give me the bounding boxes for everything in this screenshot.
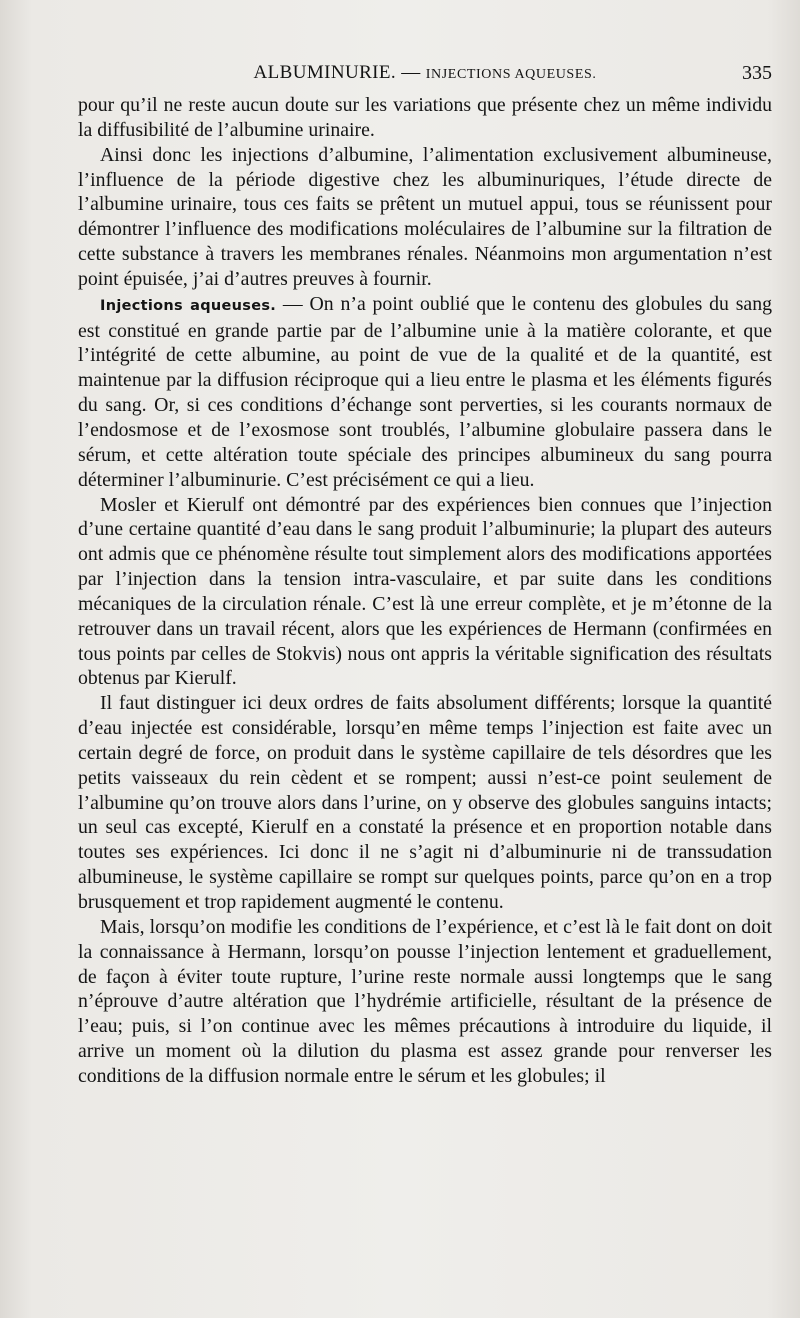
running-title-dash: — (401, 62, 421, 83)
running-title (78, 60, 772, 88)
section-heading: Injections aqueuses. (100, 297, 277, 314)
running-title-section: INJECTIONS AQUEUSES. (425, 67, 597, 82)
paragraph-5: Il faut distinguer ici deux ordres de faits absolument différents; lorsque la quantité d’eau injectée est considérable, lorsqu’en même temps l’injection est faite avec un certain degré de force, on produit dans le système capillaire de tels désordres que les petits vaisseaux du rein cèdent et se rompent; aussi n’est-ce point seulement de l’albumine qu’on trouve alors dans l’urine, on y observe des globules sanguins intacts; un seul cas excepté, Kierulf en a constaté la présence et en proportion notable dans toutes ses expériences. Ici donc il ne s’agit ni d’albuminurie ni de transsudation albumineuse, le système capillaire se rompt sur quelques points, parce qu’on en a trop brusquement et trop rapidement augmenté le contenu. (78, 692, 772, 913)
page-number: 335 (742, 62, 772, 84)
paragraph-3 (78, 292, 772, 493)
page-header (78, 60, 772, 86)
running-title-main: ALBUMINURIE. (253, 62, 397, 83)
paragraph-4: Mosler et Kierulf ont démontré par des expériences bien connues que l’injection d’une certaine quantité d’eau dans le sang produit l’albuminurie; la plupart des auteurs ont admis que ce phénomène résulte tout simplement alors des modifications apportées par l’injection dans la tension intra-vasculaire, et par suite dans les conditions mécaniques de la circulation rénale. C’est là une erreur complète, et je m’étonne de la retrouver dans un travail récent, alors que les expériences de Hermann (confirmées en tous points par celles de Stokvis) nous ont appris la véritable signification des résultats obtenus par Kierulf. (78, 493, 772, 690)
paragraph-2: Ainsi donc les injections d’albumine, l’alimentation exclusivement albumineuse, l’influence de la période digestive chez les albuminuriques, l’étude directe de l’albumine urinaire, tous ces faits se prêtent un mutuel appui, tous se réunissent pour démontrer l’influence des modifications moléculaires de l’albumine sur la filtration de cette substance à travers les membranes rénales. Néanmoins mon argumentation n’est point épuisée, j’ai d’autres preuves à fournir. (78, 143, 772, 290)
paragraph-1: pour qu’il ne reste aucun doute sur les variations que présente chez un même individu la diffusibilité de l’albumine urinaire. (78, 94, 772, 141)
paragraph-6: Mais, lorsqu’on modifie les conditions de l’expérience, et c’est là le fait dont on doit la connaissance à Hermann, lorsqu’on pousse l’injection lentement et graduellement, de façon à éviter toute rupture, l’urine reste normale aussi longtemps que le sang n’éprouve d’autre altération que l’hydrémie artificielle, résultant de la présence de l’eau; puis, si l’on continue avec les mêmes précautions à introduire du liquide, il arrive un moment où la dilution du plasma est assez grande pour renverser les conditions de la diffusion normale entre le sérum et les globules; il (78, 915, 772, 1087)
body-text (78, 93, 772, 1089)
paragraph-3-text: — On n’a point oublié que le contenu des globules du sang est constitué en grande partie par de l’albumine unie à la matière colorante, et que l’intégrité de cette albumine, au point de vue de la qualité et de la quantité, est maintenue par la diffusion réciproque qui a lieu entre le plasma et les éléments figurés du sang. Or, si ces conditions d’échange sont perverties, si les courants normaux de l’endosmose et de l’exosmose sont troublés, l’albumine globulaire passera dans le sérum, et cette altération toute spéciale des principes albumineux du sang pourra déterminer l’albuminurie. C’est précisément ce qui a lieu. (78, 292, 772, 491)
